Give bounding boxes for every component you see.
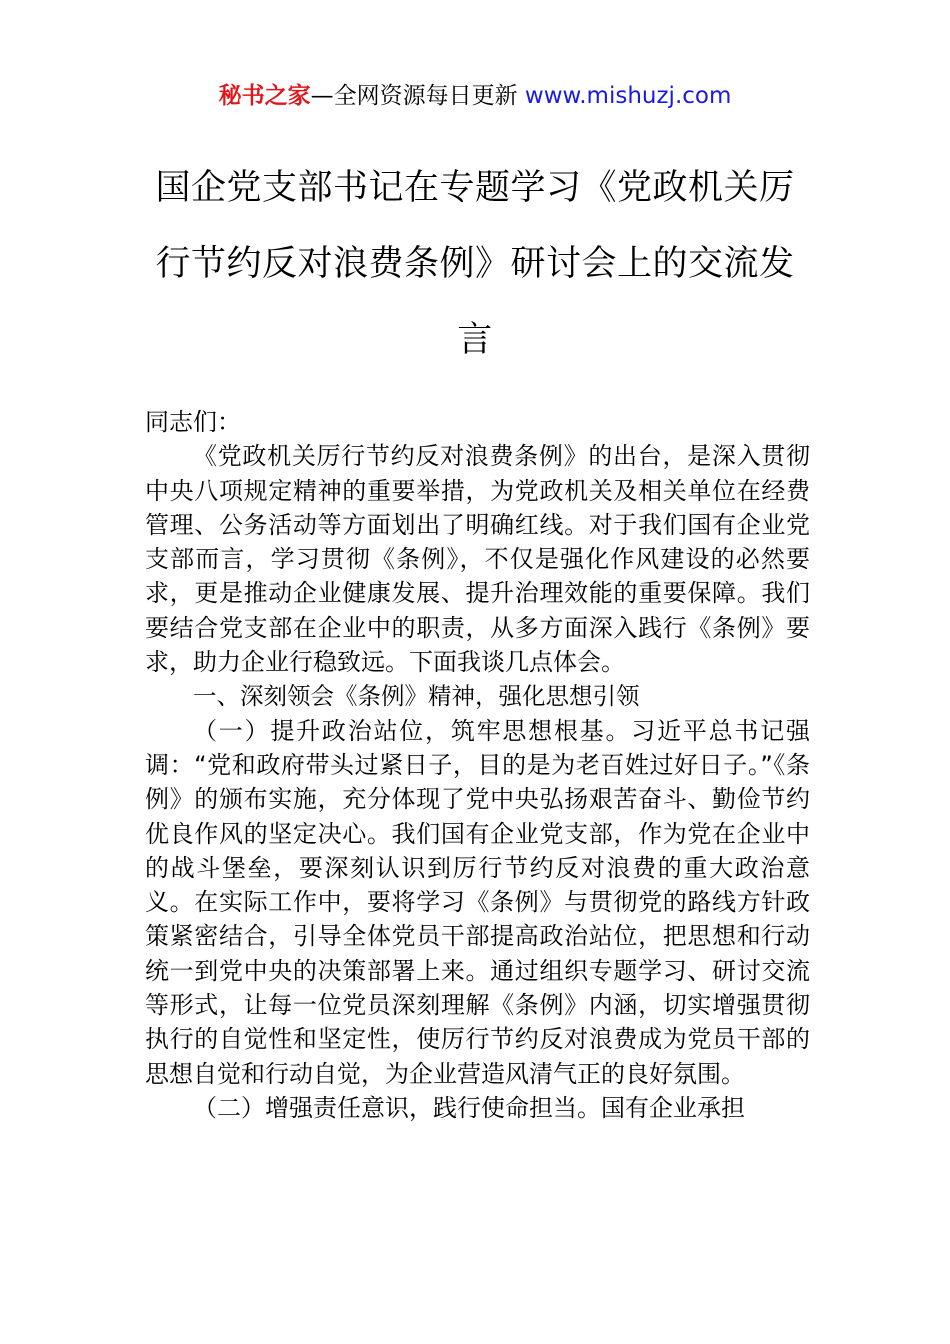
body-paragraph: （二）增强责任意识，践行使命担当。国有企业承担 xyxy=(193,1093,745,1122)
document-title: 国企党支部书记在专题学习《党政机关厉行节约反对浪费条例》研讨会上的交流发言 xyxy=(155,168,795,360)
site-tagline: —全网资源每日更新 xyxy=(310,83,525,109)
section-heading: 一、深刻领会《条例》精神，强化思想引领 xyxy=(193,682,640,711)
document-body xyxy=(145,405,810,1125)
site-name: 秘书之家 xyxy=(218,83,311,109)
salutation: 同志们： xyxy=(145,408,241,436)
site-header xyxy=(0,80,950,112)
body-paragraph: （一）提升政治站位，筑牢思想根基。习近平总书记强调：“党和政府带头过紧日子，目的是为老百姓过好日子。”《条例》的颁布实施，充分体现了党中央弘扬艰苦奋斗、勤俭节约优良作风的坚定决心。我们国有企业党支部，作为党在企业中的战斗堡垒，要深刻认识到厉行节约反对浪费的重大政治意义。在实际工作中，要将学习《条例》与贯彻党的路线方针政策紧密结合，引导全体党员干部提高政治站位，把思想和行动统一到党中央的决策部署上来。通过组织专题学习、研讨交流等形式，让每一位党员深刻理解《条例》内涵，切实增强贯彻执行的自觉性和坚定性，使厉行节约反对浪费成为党员干部的思想自觉和行动自觉，为企业营造风清气正的良好氛围。 xyxy=(145,716,810,1088)
site-url-link[interactable]: www.mishuzj.com xyxy=(524,83,732,109)
body-paragraph: 《党政机关厉行节约反对浪费条例》的出台，是深入贯彻中央八项规定精神的重要举措，为党政机关及相关单位在经费管理、公务活动等方面划出了明确红线。对于我们国有企业党支部而言，学习贯彻《条例》，不仅是强化作风建设的必然要求，更是推动企业健康发展、提升治理效能的重要保障。我们要结合党支部在企业中的职责，从多方面深入践行《条例》要求，助力企业行稳致远。下面我谈几点体会。 xyxy=(145,442,810,677)
